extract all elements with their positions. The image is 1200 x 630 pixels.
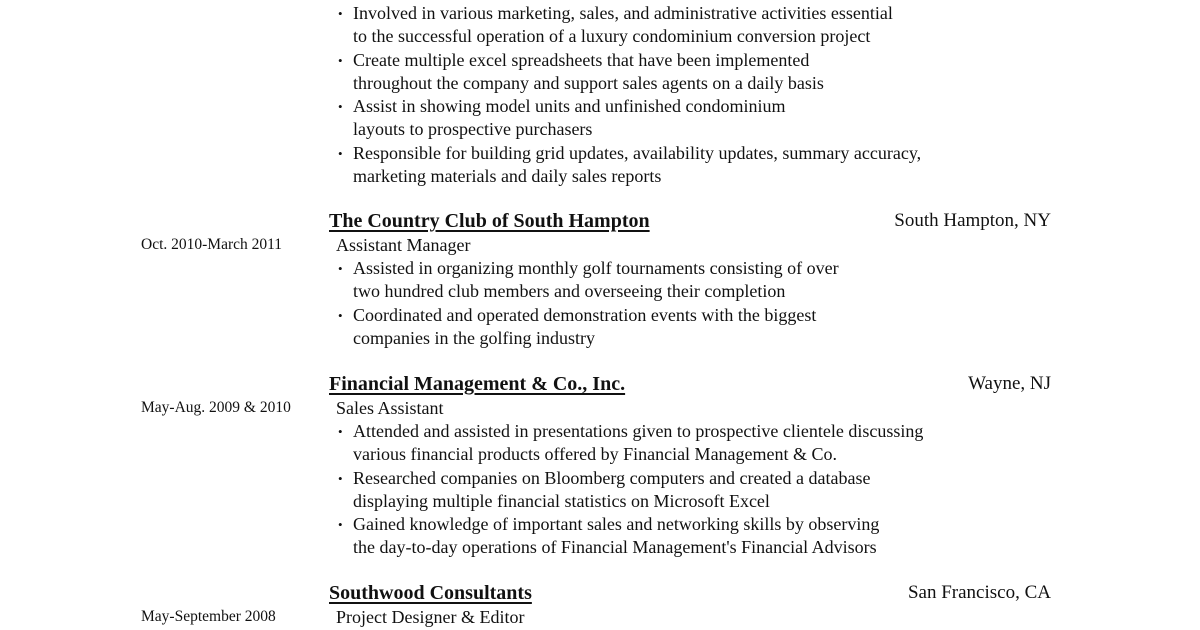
list-item — [338, 257, 839, 304]
job-title: Project Designer & Editor — [336, 607, 525, 627]
job-title: Assistant Manager — [336, 235, 471, 255]
bullet-icon: • — [338, 424, 343, 439]
company-location: Wayne, NJ — [968, 373, 1051, 394]
responsibilities-list — [338, 257, 839, 350]
bullet-text-line: marketing materials and daily sales reports — [353, 166, 662, 187]
list-item — [338, 467, 923, 514]
list-item — [338, 2, 921, 49]
bullet-text-line: throughout the company and support sales agents on a daily basis — [353, 72, 824, 93]
bullet-text-line: two hundred club members and overseeing their completion — [353, 281, 786, 302]
list-item — [338, 420, 923, 467]
bullet-icon: • — [338, 145, 343, 161]
company-name: Southwood Consultants — [329, 582, 532, 604]
employment-dates: Oct. 2010-March 2011 — [141, 236, 283, 253]
bullet-text-line: Assist in showing model units and unfinished condominium — [353, 96, 786, 117]
company-name: The Country Club of South Hampton — [329, 210, 650, 232]
bullet-text-line: to the successful operation of a luxury condominium conversion project — [353, 26, 871, 47]
responsibilities-list — [338, 420, 923, 560]
job-title: Sales Assistant — [336, 398, 444, 418]
bullet-icon: • — [338, 517, 343, 533]
employment-dates: May-September 2008 — [141, 608, 276, 625]
employment-dates: May-Aug. 2009 & 2010 — [141, 399, 291, 416]
responsibilities-list — [338, 2, 921, 188]
bullet-text-line: Gained knowledge of important sales and networking skills by observing — [353, 514, 880, 535]
bullet-text-line: displaying multiple financial statistics on Microsoft Excel — [353, 490, 770, 511]
list-item — [338, 142, 921, 189]
bullet-text-line: Assisted in organizing monthly golf tournaments consisting of over — [353, 258, 839, 278]
bullet-text-line: Involved in various marketing, sales, and administrative activities essential — [353, 3, 893, 23]
bullet-text-line: Researched companies on Bloomberg computers and created a database — [353, 467, 871, 488]
bullet-text-line: layouts to prospective purchasers — [353, 119, 593, 140]
company-name: Financial Management & Co., Inc. — [329, 373, 626, 395]
company-location: South Hampton, NY — [894, 210, 1051, 231]
bullet-text-line: Attended and assisted in presentations given to prospective clientele discussing — [353, 421, 924, 441]
bullet-icon: • — [338, 261, 343, 276]
bullet-icon: • — [338, 99, 343, 115]
list-item — [338, 513, 923, 560]
bullet-text-line: Create multiple excel spreadsheets that have been implemented — [353, 49, 810, 70]
list-item — [338, 49, 921, 96]
bullet-icon: • — [338, 6, 343, 21]
bullet-icon: • — [338, 470, 343, 486]
bullet-text-line: the day-to-day operations of Financial Management's Financial Advisors — [353, 537, 877, 558]
bullet-icon: • — [338, 307, 343, 323]
bullet-icon: • — [338, 52, 343, 68]
company-location: San Francisco, CA — [907, 582, 1051, 603]
bullet-text-line: various financial products offered by Financial Management & Co. — [353, 444, 838, 465]
bullet-text-line: companies in the golfing industry — [353, 327, 595, 348]
bullet-text-line: Coordinated and operated demonstration events with the biggest — [353, 304, 817, 325]
bullet-text-line: Responsible for building grid updates, availability updates, summary accuracy, — [353, 142, 922, 163]
list-item — [338, 304, 839, 351]
list-item — [338, 95, 921, 142]
